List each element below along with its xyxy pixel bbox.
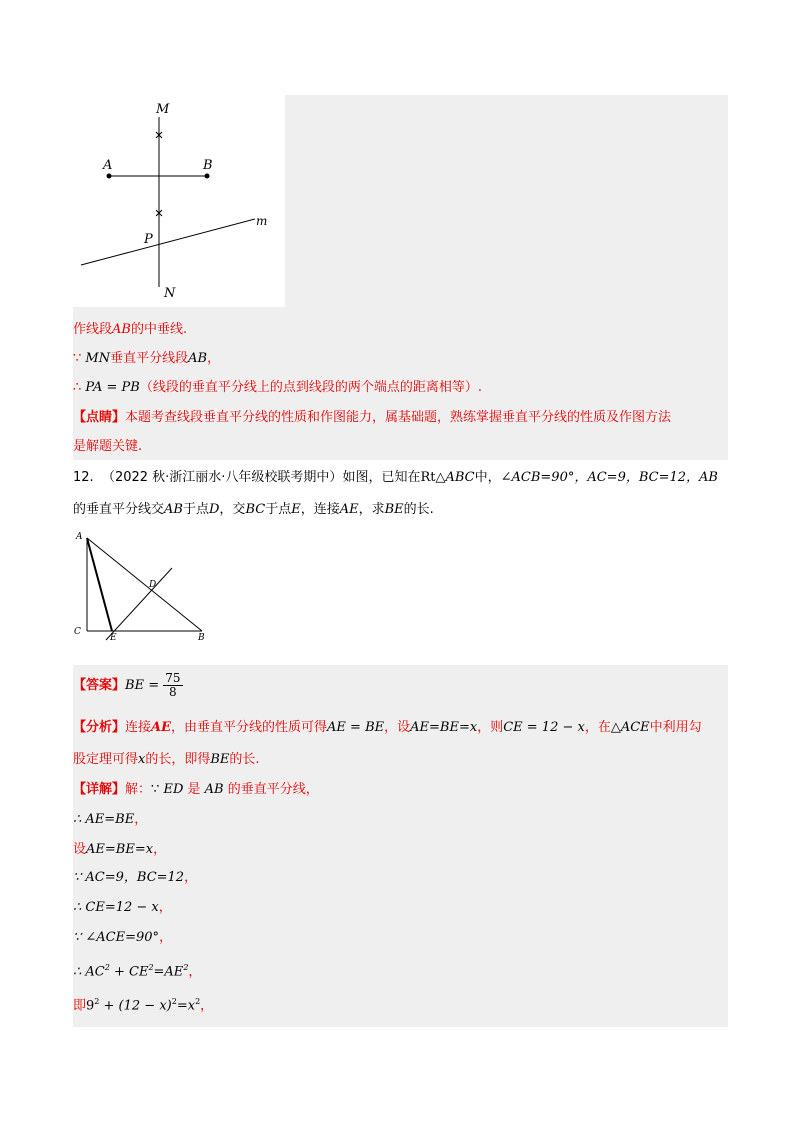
text: 设 <box>73 842 87 857</box>
math: AB <box>164 502 183 517</box>
text: 垂直平分线段 <box>110 351 189 366</box>
because-symbol: ∵ <box>73 351 82 366</box>
text: 是解题关键. <box>73 439 143 454</box>
prev-line-3 <box>73 378 482 398</box>
math: E <box>291 502 301 517</box>
label-A: A <box>103 158 113 173</box>
label-E: E <box>110 633 117 643</box>
math: Rt△ <box>420 470 446 485</box>
answer-fraction <box>163 672 182 699</box>
math: PA = PB <box>85 380 140 395</box>
text: 于点 <box>182 502 209 517</box>
label-B: B <box>203 158 213 173</box>
because-symbol: ∵ <box>151 782 160 797</box>
text: ， <box>159 930 173 945</box>
text: 连接 <box>125 720 152 735</box>
label-M: M <box>156 102 170 117</box>
dianjing-tag: 【点睛】 <box>73 410 126 425</box>
math: MN <box>85 351 111 366</box>
numerator: 75 <box>165 671 181 685</box>
math: =x <box>176 998 196 1014</box>
math: AE <box>339 502 359 517</box>
text: 的长. <box>403 502 434 517</box>
text: 中利用勾 <box>649 720 702 735</box>
analysis-line-2 <box>73 750 260 770</box>
text: ， <box>184 870 198 885</box>
math: BE <box>210 752 230 767</box>
math: AB <box>188 351 208 366</box>
math: + CE <box>109 964 149 980</box>
text: 是 <box>187 782 201 797</box>
text: 的长. <box>229 752 260 767</box>
text: ，求 <box>358 502 385 517</box>
math: AE=BE=x <box>86 842 154 857</box>
math: ∠ACB=90°，AC=9，BC=12，AB <box>500 470 718 485</box>
detail-line-2 <box>73 810 147 830</box>
superscript: 2 <box>148 963 154 972</box>
answer-panel-top <box>283 95 728 308</box>
math: △ACE <box>610 720 650 735</box>
text: 作线段 <box>73 322 113 337</box>
text: ，由垂直平分线的性质可得 <box>171 720 328 735</box>
text: ，设 <box>384 720 411 735</box>
figure-right-triangle <box>70 528 215 643</box>
math: ED <box>163 782 184 797</box>
label-A2: A <box>76 532 83 542</box>
math: ∵ AC=9，BC=12 <box>73 870 185 885</box>
math: ∴ AE=BE <box>73 812 135 827</box>
math: BE <box>384 502 404 517</box>
label-B2: B <box>198 633 205 643</box>
text: ， <box>207 351 221 366</box>
math: AE <box>151 720 172 735</box>
math: ABC <box>445 470 475 485</box>
detail-tag: 【详解】 <box>73 782 126 797</box>
superscript: 2 <box>171 997 177 1006</box>
text: 中， <box>474 470 501 485</box>
detail-line-5 <box>73 898 172 918</box>
detail-line-8 <box>73 992 213 1016</box>
math: x <box>138 752 146 767</box>
superscript: 2 <box>104 963 110 972</box>
text: ，连接 <box>300 502 340 517</box>
math: + (12 − x) <box>99 998 172 1014</box>
dianjing-line-2 <box>73 437 142 457</box>
analysis-tag: 【分析】 <box>73 720 126 735</box>
figure-perpendicular-bisector <box>73 95 285 307</box>
detail-line-6 <box>73 928 172 948</box>
math: 9 <box>86 998 95 1014</box>
math: D <box>208 502 220 517</box>
math: AE = BE <box>327 720 385 735</box>
detail-line-3 <box>73 840 166 860</box>
text: 的长，即得 <box>145 752 211 767</box>
label-N: N <box>164 286 176 301</box>
text: ，则 <box>477 720 504 735</box>
problem-source: （2022 秋·浙江丽水·八年级校联考期中） <box>101 470 343 485</box>
problem-12-line-1 <box>73 468 718 488</box>
text: 本题考查线段垂直平分线的性质和作图能力，属基础题，熟练掌握垂直平分线的性质及作图方法 <box>125 410 672 425</box>
prev-line-1 <box>73 320 187 340</box>
text: ，交 <box>219 502 246 517</box>
therefore-symbol: ∴ <box>73 380 82 395</box>
prev-line-2 <box>73 349 220 369</box>
text: 的中垂线. <box>130 322 188 337</box>
text: ， <box>188 964 202 980</box>
detail-line-7 <box>73 958 201 982</box>
text: 股定理可得 <box>73 752 139 767</box>
superscript: 2 <box>94 997 100 1006</box>
math: =AE <box>153 964 184 980</box>
superscript: 2 <box>195 997 201 1006</box>
text: ， <box>158 900 172 915</box>
label-m: m <box>256 214 268 228</box>
text: 的垂直平分线交 <box>73 502 165 517</box>
detail-line-4 <box>73 868 197 888</box>
math: ∴ CE=12 − x <box>73 900 159 915</box>
text: 即 <box>73 998 87 1014</box>
text: ， <box>153 842 167 857</box>
text: 如图，已知在 <box>342 470 421 485</box>
text: ，在 <box>584 720 611 735</box>
math: ∵ ∠ACE=90° <box>73 930 160 945</box>
denominator: 8 <box>169 685 177 699</box>
label-P: P <box>144 232 153 247</box>
label-D: D <box>149 580 157 590</box>
text: 解： <box>125 782 152 797</box>
analysis-line-1 <box>73 718 702 738</box>
math: AB <box>112 322 131 337</box>
text: 的垂直平分线， <box>227 782 319 797</box>
text: ， <box>200 998 214 1014</box>
math: AE=BE=x <box>410 720 478 735</box>
text: ， <box>134 812 148 827</box>
superscript: 2 <box>183 963 189 972</box>
math: BC <box>245 502 266 517</box>
math: BE = <box>125 678 160 693</box>
answer-line <box>73 666 183 706</box>
dianjing-line-1 <box>73 408 671 428</box>
math: ∴ AC <box>73 964 105 980</box>
text: （线段的垂直平分线上的点到线段的两个端点的距离相等）. <box>139 380 482 395</box>
text: 于点 <box>265 502 292 517</box>
math: AB <box>204 782 224 797</box>
problem-12-line-2 <box>73 500 434 520</box>
problem-number: 12. <box>73 470 94 485</box>
label-C: C <box>74 627 81 637</box>
answer-tag: 【答案】 <box>73 678 126 693</box>
math: CE = 12 − x <box>503 720 585 735</box>
detail-line-1 <box>73 780 319 800</box>
